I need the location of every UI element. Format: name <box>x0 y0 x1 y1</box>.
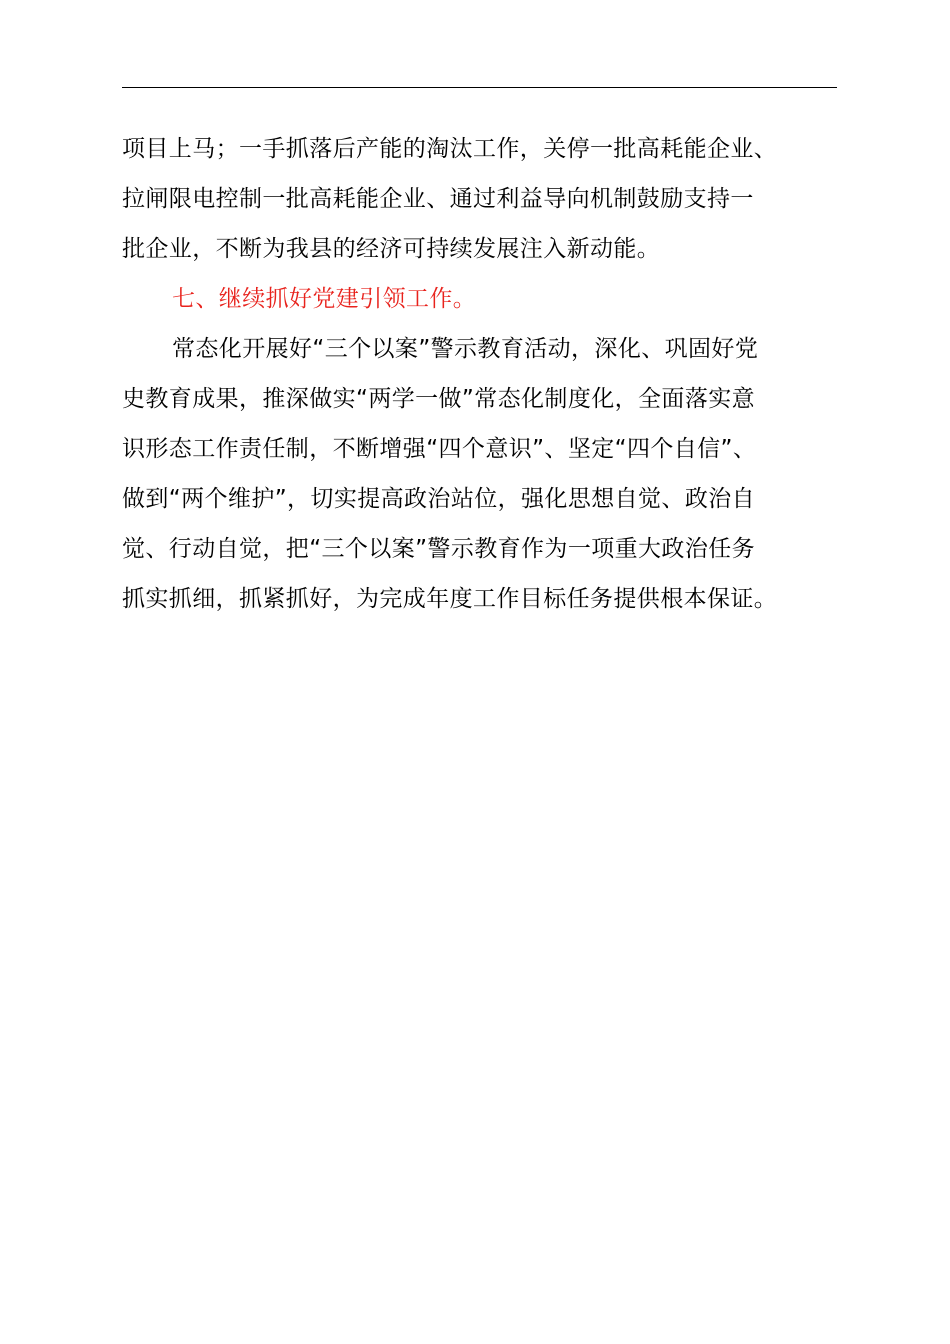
paragraph-2-line: 做到“两个维护”，切实提高政治站位，强化思想自觉、政治自 <box>122 486 756 512</box>
paragraph-2-line: 史教育成果，推深做实“两学一做”常态化制度化，全面落实意 <box>122 386 756 412</box>
paragraph-1 <box>122 124 840 274</box>
paragraph-1-line: 批企业，不断为我县的经济可持续发展注入新动能。 <box>122 236 661 262</box>
paragraph-1-line: 项目上马；一手抓落后产能的淘汰工作，关停一批高耗能企业、 <box>122 136 778 162</box>
header-rule <box>122 87 837 88</box>
paragraph-1-line: 拉闸限电控制一批高耗能企业、通过利益导向机制鼓励支持一 <box>122 186 754 212</box>
section-heading-paragraph <box>122 274 840 324</box>
section-heading: 七、继续抓好党建引领工作。 <box>172 286 477 312</box>
paragraph-2-line: 抓实抓细，抓紧抓好，为完成年度工作目标任务提供根本保证。 <box>122 586 778 612</box>
document-body <box>122 124 840 624</box>
paragraph-2-line: 觉、行动自觉，把“三个以案”警示教育作为一项重大政治任务 <box>122 536 756 562</box>
paragraph-2 <box>122 324 840 624</box>
paragraph-2-line: 常态化开展好“三个以案”警示教育活动，深化、巩固好党 <box>172 336 759 362</box>
paragraph-2-line: 识形态工作责任制，不断增强“四个意识”、坚定“四个自信”、 <box>122 436 757 462</box>
